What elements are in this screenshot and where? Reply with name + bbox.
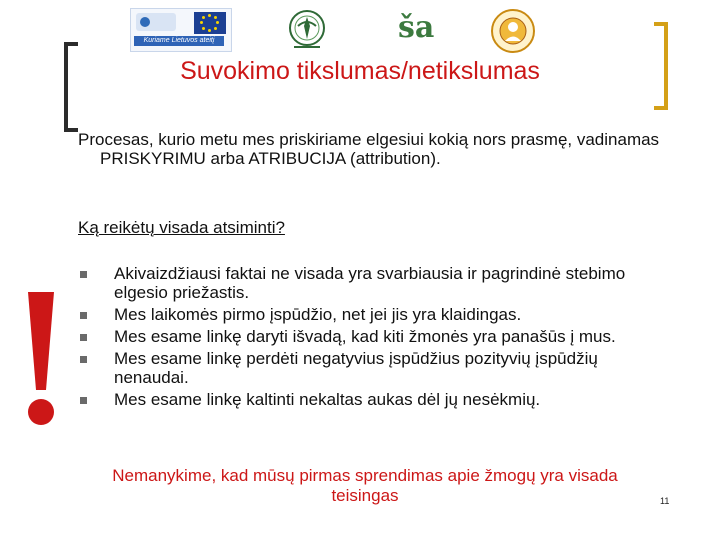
sa-logo: ša bbox=[398, 10, 435, 45]
list-item: Mes esame linkę perdėti negatyvius įspūdžius pozityvių įspūdžių nenaudai. bbox=[78, 349, 668, 387]
seal-logo bbox=[284, 8, 330, 50]
page-number: 11 bbox=[660, 496, 670, 506]
eu-logo-tagline: Kuriame Lietuvos ateitį bbox=[134, 36, 224, 46]
bullet-list bbox=[78, 264, 668, 412]
right-bracket-decoration bbox=[654, 22, 668, 110]
round-emblem-logo bbox=[490, 8, 536, 50]
list-item: Mes esame linkę kaltinti nekaltas aukas dėl jų nesėkmių. bbox=[78, 390, 668, 409]
list-item: Mes esame linkę daryti išvadą, kad kiti žmonės yra panašūs į mus. bbox=[78, 327, 668, 346]
eu-logo bbox=[130, 8, 230, 50]
exclamation-icon bbox=[24, 290, 58, 428]
question-heading: Ką reikėtų visada atsiminti? bbox=[78, 218, 285, 237]
left-bracket-decoration bbox=[64, 42, 78, 132]
slide-title: Suvokimo tikslumas/netikslumas bbox=[180, 57, 540, 85]
closing-statement: Nemanykime, kad mūsų pirmas sprendimas apie žmogų yra visada teisingas bbox=[112, 466, 618, 505]
list-item: Akivaizdžiausi faktai ne visada yra svarbiausia ir pagrindinė stebimo elgesio priežastis. bbox=[78, 264, 668, 302]
eu-flag-icon bbox=[194, 12, 226, 34]
intro-paragraph: Procesas, kurio metu mes priskiriame elgesiui kokią nors prasmę, vadinamas PRISKYRIMU arba ATRIBUCIJA (attribution). bbox=[78, 130, 660, 168]
list-item: Mes laikomės pirmo įspūdžio, net jei jis yra klaidingas. bbox=[78, 305, 668, 324]
